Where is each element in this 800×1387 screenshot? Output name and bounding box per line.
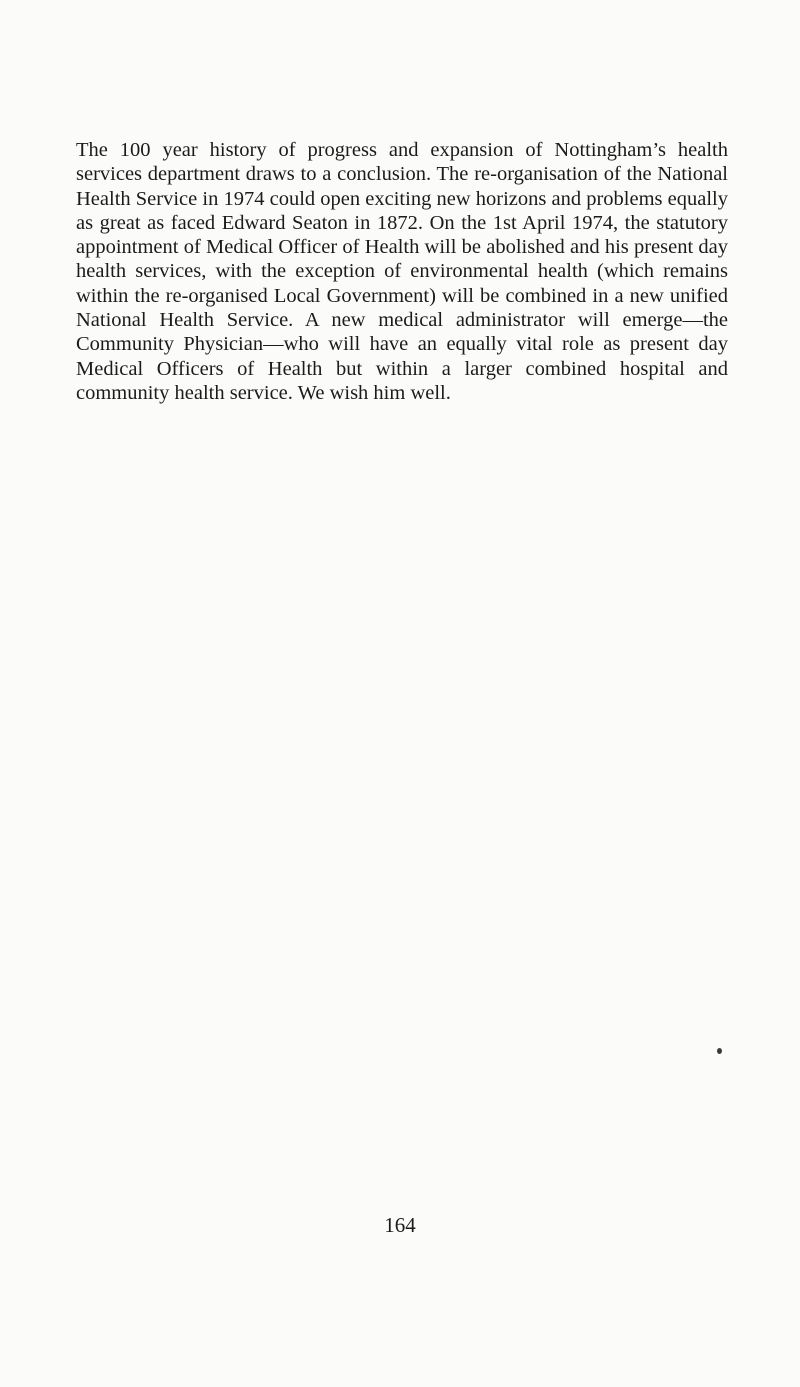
page-number: 164 (384, 1213, 416, 1237)
body-paragraph: The 100 year history of progress and expansion of Nottingham’s health services department draws to a conclusion. The re-organisation of the National Health Service in 1974 could open exciting new horizons and problems equally as great as faced Edward Seaton in 1872. On the 1st April 1974, the statutory appointment of Medical Officer of Health will be abolished and his present day health services, with the exception of environmental health (which remains within the re-organised Local Government) will be combined in a new unified National Health Service. A new medical administrator will emerge—the Community Physician—who will have an equally vital role as present day Medical Officers of Health but within a larger combined hospital and community health service. We wish him well. (76, 139, 728, 404)
ink-speck (717, 1048, 722, 1054)
